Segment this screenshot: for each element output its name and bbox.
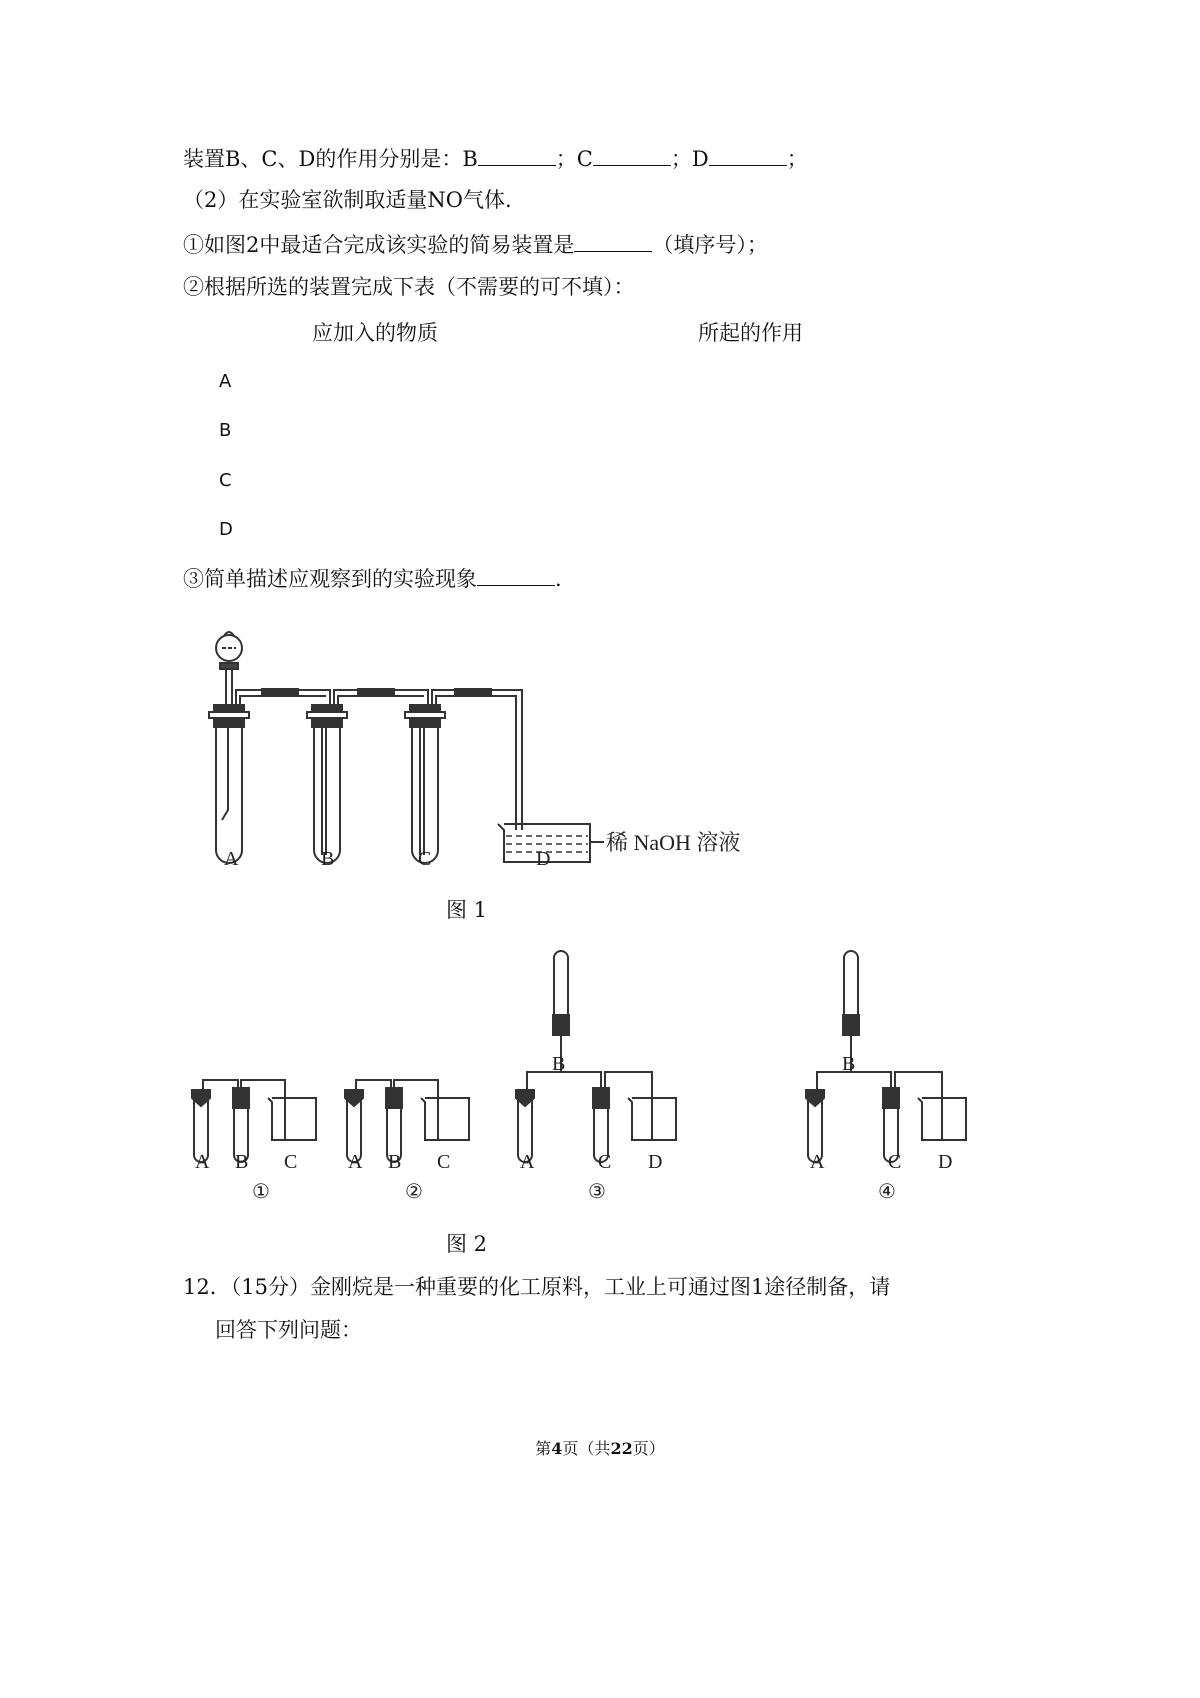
stopper [553, 1015, 569, 1035]
table-header-substance: 应加入的物质 [312, 321, 438, 345]
apparatus-label: B [235, 1151, 249, 1173]
option-number: ④ [878, 1181, 896, 1203]
answer-blank [574, 233, 652, 252]
stopper [593, 1088, 609, 1108]
test-tube-b [307, 705, 347, 863]
answer-blank-d [709, 147, 787, 166]
beaker [268, 1098, 316, 1140]
text: ；D [670, 147, 709, 171]
answer-blank [477, 567, 555, 586]
connecting-tubes [236, 689, 522, 830]
glass-tube [527, 1035, 652, 1140]
apparatus-label: C [598, 1151, 612, 1173]
beaker [421, 1098, 469, 1140]
page-number: 4 [551, 1439, 563, 1458]
stopper [843, 1015, 859, 1035]
question-12: 12．（15分）金刚烷是一种重要的化工原料，工业上可通过图1途径制备，请 [183, 1275, 891, 1299]
text: 页） [632, 1439, 665, 1458]
apparatus-label: B [321, 848, 335, 870]
apparatus-option-1 [192, 1080, 316, 1203]
question-sub-2: ②根据所选的装置完成下表（不需要的可不填）： [183, 275, 635, 299]
apparatus-option-3 [516, 951, 676, 1203]
question-line-devices-role [183, 147, 808, 170]
figure-2-caption: 图 2 [446, 1232, 488, 1256]
question-part-2: （2）在实验室欲制取适量NO气体. [183, 188, 512, 212]
stopper [883, 1088, 899, 1108]
question-sub-3 [183, 567, 562, 590]
text: ； [786, 147, 808, 171]
test-tube-a [209, 705, 249, 863]
option-number: ③ [588, 1181, 606, 1203]
text: ；C [555, 147, 593, 171]
apparatus-label: B [842, 1053, 856, 1075]
text: 页（共 [562, 1439, 611, 1458]
apparatus-label: D [648, 1151, 663, 1173]
figure-1-apparatus [0, 620, 1200, 880]
apparatus-label: A [348, 1151, 363, 1173]
answer-blank-c [593, 147, 671, 166]
question-12-continued: 回答下列问题： [215, 1318, 362, 1342]
text: ①如图2中最适合完成该实验的简易装置是 [183, 233, 575, 257]
text: . [555, 567, 562, 591]
table-row-label: D [219, 519, 233, 540]
apparatus-label: B [552, 1053, 566, 1075]
option-number: ② [405, 1181, 423, 1203]
figure-2-apparatus-options [0, 940, 1200, 1210]
separatory-funnel-icon [216, 632, 242, 705]
test-tube-c [405, 705, 445, 863]
table-row-label: A [219, 371, 232, 392]
apparatus-label: C [888, 1151, 902, 1173]
naoh-solution-label: 稀 NaOH 溶液 [606, 830, 741, 855]
text: 装置B、C、D的作用分别是：B [183, 147, 478, 171]
text: 第 [535, 1439, 552, 1458]
glass-tube [817, 1035, 942, 1140]
apparatus-label: A [195, 1151, 210, 1173]
apparatus-label: A [520, 1151, 535, 1173]
apparatus-label: A [810, 1151, 825, 1173]
test-tube-b-inverted [554, 951, 568, 1025]
question-sub-1 [183, 233, 768, 256]
table-header-function: 所起的作用 [698, 321, 803, 345]
text: ③简单描述应观察到的实验现象 [183, 567, 477, 591]
table-row-label: C [219, 470, 232, 491]
apparatus-label: B [388, 1151, 402, 1173]
apparatus-label: D [536, 848, 551, 870]
test-tube-b-inverted [844, 951, 858, 1025]
stopper [233, 1088, 249, 1108]
option-number: ① [252, 1181, 270, 1203]
text: （填序号）； [652, 233, 768, 257]
total-pages: 22 [610, 1439, 633, 1458]
apparatus-label: A [224, 848, 239, 870]
apparatus-label: C [418, 848, 432, 870]
apparatus-label: C [284, 1151, 298, 1173]
figure-1-caption: 图 1 [446, 898, 488, 922]
answer-blank-b [478, 147, 556, 166]
beaker-d [498, 824, 604, 862]
table-row-label: B [219, 420, 232, 441]
page-footer [0, 1436, 1200, 1459]
apparatus-label: D [938, 1151, 953, 1173]
stopper [386, 1088, 402, 1108]
apparatus-option-2 [345, 1080, 469, 1203]
apparatus-label: C [437, 1151, 451, 1173]
apparatus-option-4 [806, 951, 966, 1203]
